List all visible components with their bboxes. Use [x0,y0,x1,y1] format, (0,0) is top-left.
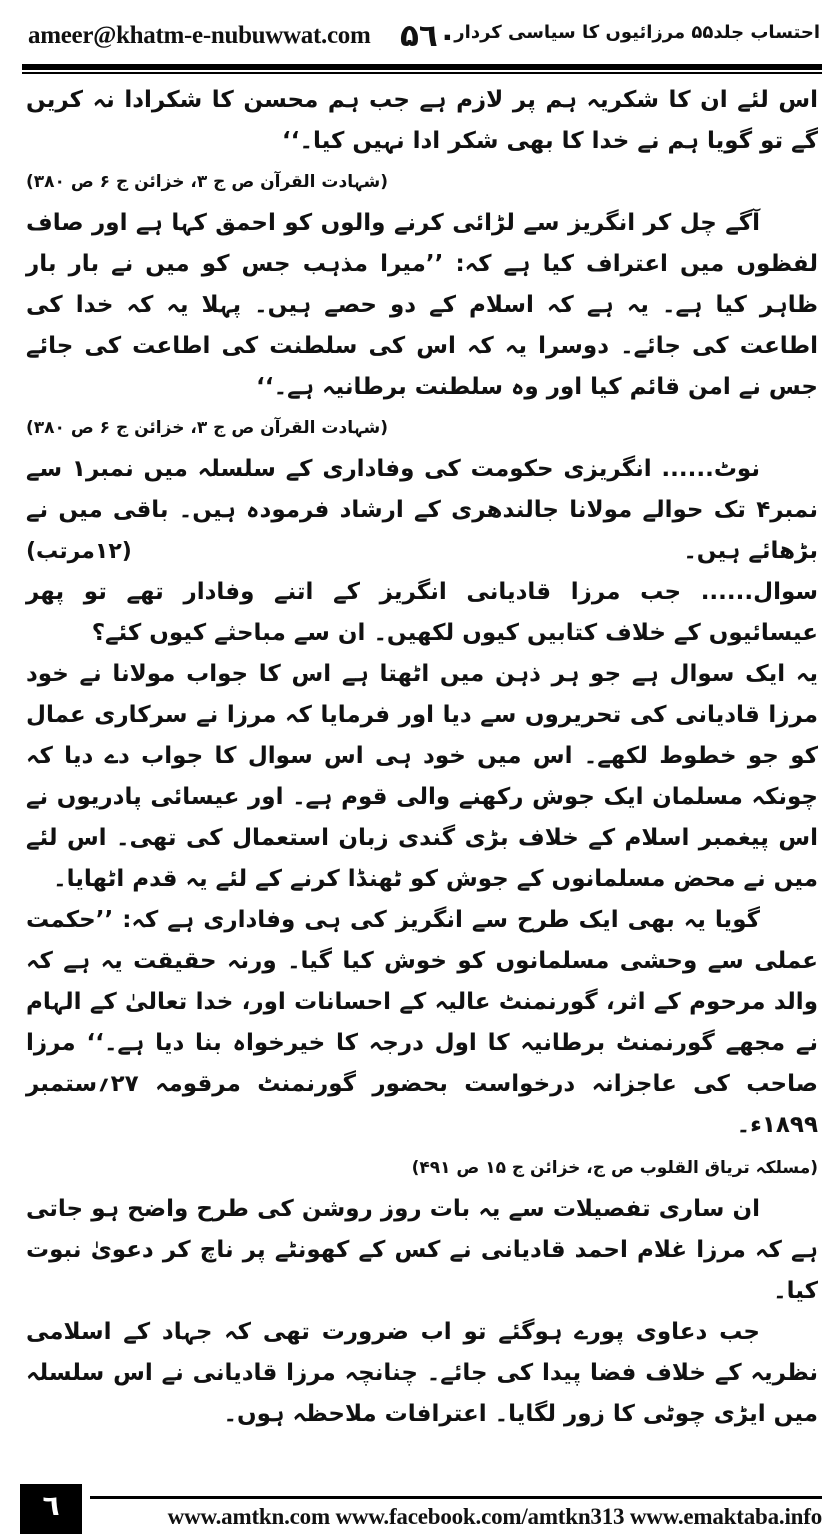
page-footer [20,1484,822,1528]
paragraph-5 [26,654,818,900]
paragraph-3-marker: (۱۲مرتب) [26,539,132,564]
paragraph-8 [26,1189,818,1312]
paragraph-5-text: یہ ایک سوال ہے جو ہر ذہن میں اٹھتا ہے اس کا جواب مولانا نے خود مرزا قادیانی کی تحریروں سے دیا اور فرمایا کہ مرزا نے سرکاری عمال کو جو خطوط لکھے۔ اس میں خود ہی اس سوال کا جواب دے دیا کہ چونکہ مسلمان ایک جوش رکھنے والی قوم ہے۔ اور عیسائی پادریوں نے اس پیغمبر اسلام کے خلاف بڑی گندی زبان استعمال کی تھی۔ اس لئے میں نے محض مسلمانوں کے جوش کو ٹھنڈا کرنے کے لئے یہ قدم اٹھایا۔ [26,661,818,892]
paragraph-3-text: نوٹ...... انگریزی حکومت کی وفاداری کے سلسلہ میں نمبر۱ سے نمبر۴ تک حوالے مولانا جالندھری کے ارشاد فرمودہ ہیں۔ باقی میں نے بڑھائے ہیں۔ [26,456,818,564]
page-header [28,12,820,62]
paragraph-2-text: آگے چل کر انگریز سے لڑائی کرنے والوں کو احمق کہا ہے اور صاف لفظوں میں اعتراف کیا ہے کہ: ’’میرا مذہب جس کو میں نے بار بار ظاہر کیا ہے۔ یہ ہے کہ اسلام کے دو حصے ہیں۔ پہلا یہ کہ خدا کی اطاعت کی جائے۔ دوسرا یہ کہ اس کی سلطنت کی اطاعت کی جائے جس نے امن قائم کیا اور وہ سلطنت برطانیہ ہے۔‘‘ [26,210,818,400]
paragraph-1-citation: (شہادت القرآن ص ج ۳، خزائن ج ۶ ص ۳۸۰) [26,172,389,192]
paragraph-1-text: اس لئے ان کا شکریہ ہم پر لازم ہے جب ہم محسن کا شکرادا نہ کریں گے تو گویا ہم نے خدا کا بھی شکر ادا نہیں کیا۔‘‘ [26,87,818,154]
paragraph-9 [26,1312,818,1435]
paragraph-4-text: سوال...... جب مرزا قادیانی انگریز کے اتنے وفادار تھے تو پھر عیسائیوں کے خلاف کتابیں کیوں لکھیں۔ ان سے مباحثے کیوں کئے؟ [26,579,818,646]
header-title: احتساب جلد۵۵ مرزائیوں کا سیاسی کردار [454,22,820,43]
paragraph-1 [26,80,818,192]
footer-page-marker: ٦ [20,1484,82,1534]
article-body [26,80,818,1435]
paragraph-7-citation: (مسلکہ تریاق القلوب ص ج، خزائن ج ۱۵ ص ۴۹۱) [411,1158,818,1178]
footer-links[interactable]: www.amtkn.com www.facebook.com/amtkn313 www.emaktaba.info [167,1504,822,1529]
paragraph-4 [26,572,818,654]
header-page-number: ۵٦٠ [400,18,457,54]
header-rule-thin [22,72,822,74]
header-rule-thick [22,64,822,70]
footer-rule [90,1496,822,1499]
header-email: ameer@khatm-e-nubuwwat.com [28,22,371,49]
paragraph-6-text: گویا یہ بھی ایک طرح سے انگریز کی ہی وفاداری ہے کہ: ’’حکمت عملی سے وحشی مسلمانوں کو خوش کیا گیا۔ ورنہ حقیقت یہ ہے کہ والد مرحوم کے اثر، گورنمنٹ عالیہ کے احسانات اور، خدا تعالیٰ کے الہام نے مجھے گورنمنٹ برطانیہ کا اول درجہ کا خیرخواہ بنا دیا ہے۔‘‘ مرزا صاحب کی عاجزانہ درخواست بحضور گورنمنٹ مرقومہ ۲۷؍ستمبر ۱۸۹۹ء۔ [26,907,818,1138]
paragraph-7 [26,1146,818,1189]
paragraph-6 [26,900,818,1146]
paragraph-2 [26,203,818,438]
paragraph-8-text: ان ساری تفصیلات سے یہ بات روز روشن کی طرح واضح ہو جاتی ہے کہ مرزا غلام احمد قادیانی نے کس کے کھونٹے پر ناچ کر دعویٰ نبوت کیا۔ [26,1196,818,1304]
paragraph-3 [26,449,818,572]
paragraph-2-citation: (شہادت القرآن ص ج ۳، خزائن ج ۶ ص ۳۸۰) [26,418,389,438]
paragraph-9-text: جب دعاوی پورے ہوگئے تو اب ضرورت تھی کہ جہاد کے اسلامی نظریہ کے خلاف فضا پیدا کی جائے۔ چنانچہ مرزا قادیانی نے اس سلسلہ میں ایڑی چوٹی کا زور لگایا۔ اعترافات ملاحظہ ہوں۔ [26,1319,818,1427]
